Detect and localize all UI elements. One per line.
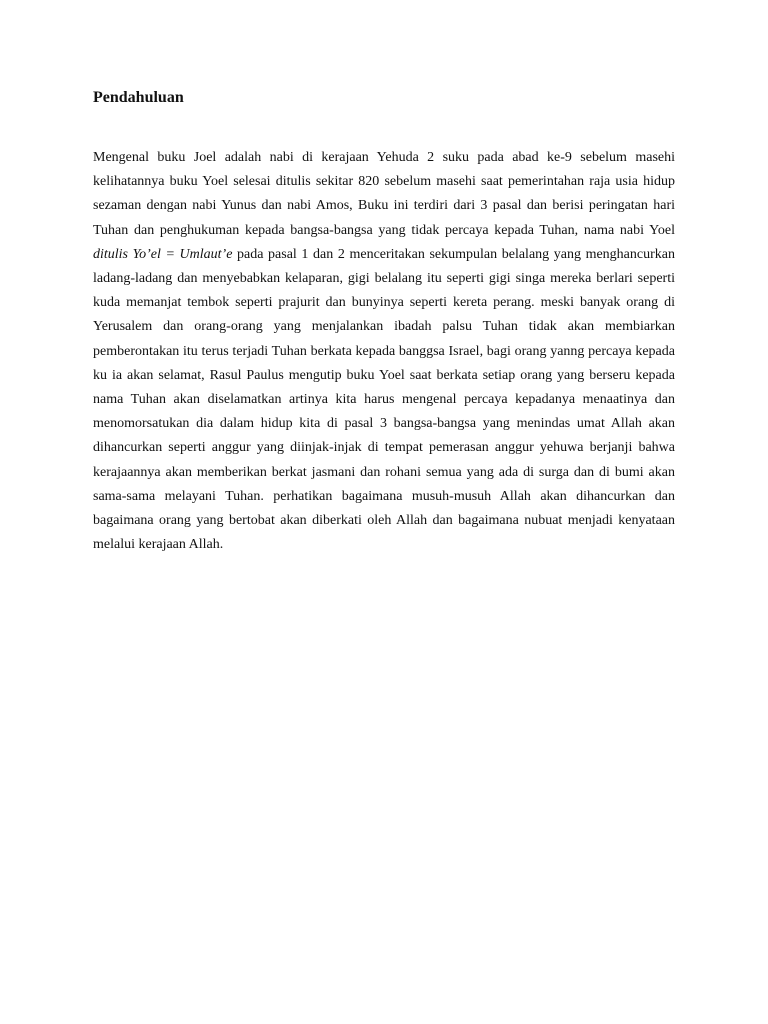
paragraph-text-part-1: Mengenal buku Joel adalah nabi di kerajaan Yehuda 2 suku pada abad ke-9 sebelum masehi kelihatannya buku Yoel selesai ditulis sekitar 820 sebelum masehi saat pemerintahan raja usia hidup sezaman dengan nabi Yunus dan nabi Amos, Buku ini terdiri dari 3 pasal dan berisi peringatan hari Tuhan dan penghukuman kepada bangsa-bangsa yang tidak percaya kepada Tuhan, nama nabi Yoel [93, 150, 675, 238]
document-heading: Pendahuluan [93, 89, 184, 106]
body-paragraph [93, 146, 675, 557]
paragraph-italic-text: ditulis Yo’el = Umlaut’e [93, 246, 233, 262]
paragraph-text-part-2: pada pasal 1 dan 2 menceritakan sekumpulan belalang yang menghancurkan ladang-ladang dan menyebabkan kelaparan, gigi belalang itu seperti gigi singa mereka berlari seperti kuda memanjat tembok seperti prajurit dan bunyinya seperti kereta perang. meski banyak orang di Yerusalem dan orang-orang yang menjalankan ibadah palsu Tuhan tidak akan membiarkan pemberontakan itu terus terjadi Tuhan berkata kepada banggsa Israel, bagi orang yanng percaya kepada ku ia akan selamat, Rasul Paulus mengutip buku Yoel saat berkata setiap orang yang berseru kepada nama Tuhan akan diselamatkan artinya kita harus mengenal percaya kepadanya menaatinya dan menomorsatukan dia dalam hidup kita di pasal 3 bangsa-bangsa yang menindas umat Allah akan dihancurkan seperti anggur yang diinjak-injak di tempat pemerasan anggur yehuwa berjanji bahwa kerajaannya akan memberikan berkat jasmani dan rohani semua yang ada di surga dan di bumi akan sama-sama melayani Tuhan. perhatikan bagaimana musuh-musuh Allah akan dihancurkan dan bagaimana orang yang bertobat akan diberkati oleh Allah dan bagaimana nubuat menjadi kenyataan melalui kerajaan Allah. [93, 246, 675, 553]
